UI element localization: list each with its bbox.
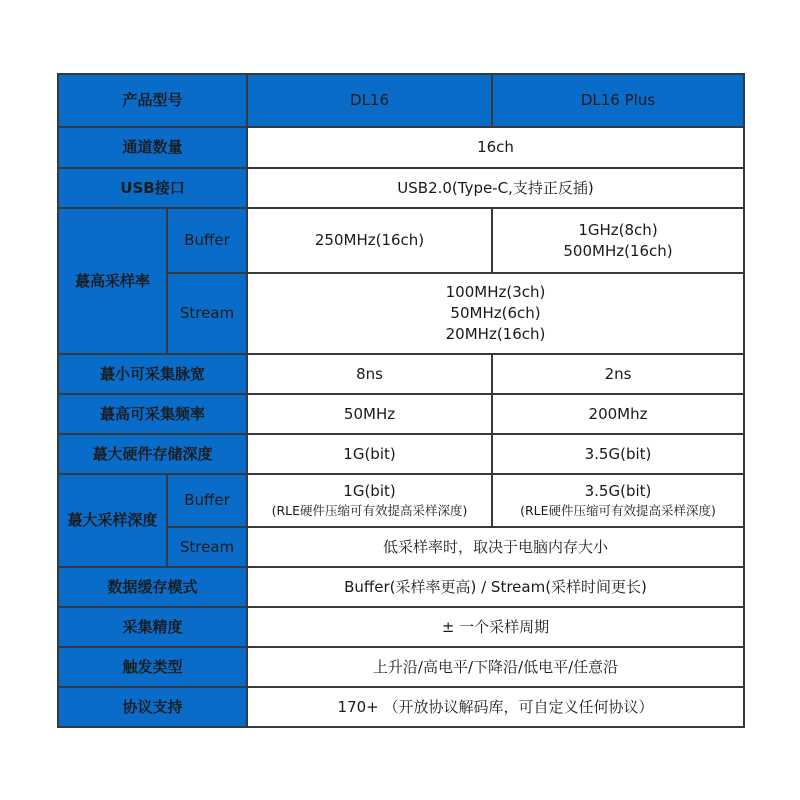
- table-row: [58, 647, 744, 687]
- sublabel-buffer: Buffer: [167, 474, 247, 527]
- cell-depth-stream: 低采样率时，取决于电脑内存大小: [247, 527, 744, 567]
- row-label-usb: USB接口: [58, 168, 247, 208]
- cell-accuracy: ± 一个采样周期: [247, 607, 744, 647]
- cell-depth-buffer-dl16: [247, 474, 492, 527]
- cell-hw-storage-dl16: 1G(bit): [247, 434, 492, 474]
- table-row: [58, 474, 744, 527]
- cell-line: 20MHz(16ch): [445, 325, 546, 343]
- cell-line: 3.5G(bit): [584, 482, 652, 500]
- sublabel-stream: Stream: [167, 273, 247, 354]
- row-label-max-freq: 蕞高可采集频率: [58, 394, 247, 434]
- cell-max-freq-dl16: 50MHz: [247, 394, 492, 434]
- cell-line: 50MHz(6ch): [450, 304, 541, 322]
- table-row: [58, 434, 744, 474]
- cell-line: 500MHz(16ch): [563, 241, 673, 260]
- cell-note: (RLE硬件压缩可有效提高采样深度): [520, 503, 716, 518]
- row-label-trigger: 触发类型: [58, 647, 247, 687]
- cell-sample-rate-buffer-dl16plus: [492, 208, 744, 273]
- cell-hw-storage-dl16plus: 3.5G(bit): [492, 434, 744, 474]
- header-row: [58, 74, 744, 127]
- cell-line: 100MHz(3ch): [445, 283, 546, 301]
- row-label-buffer-mode: 数据缓存模式: [58, 567, 247, 607]
- table-row: [58, 354, 744, 394]
- header-model-dl16plus: DL16 Plus: [492, 74, 744, 127]
- cell-sample-rate-buffer-dl16: 250MHz(16ch): [247, 208, 492, 273]
- table-row: [58, 127, 744, 168]
- cell-usb: USB2.0(Type-C,支持正反插): [247, 168, 744, 208]
- table-row: [58, 567, 744, 607]
- row-label-protocol: 协议支持: [58, 687, 247, 727]
- spec-comparison-table: [57, 73, 745, 728]
- table-row: [58, 687, 744, 727]
- sublabel-stream: Stream: [167, 527, 247, 567]
- cell-min-pulse-dl16plus: 2ns: [492, 354, 744, 394]
- cell-line: 1G(bit): [343, 482, 396, 500]
- cell-sample-rate-stream: [247, 273, 744, 354]
- row-label-min-pulse-width: 蕞小可采集脉宽: [58, 354, 247, 394]
- cell-note: (RLE硬件压缩可有效提高采样深度): [271, 503, 468, 518]
- row-label-accuracy: 采集精度: [58, 607, 247, 647]
- row-label-max-sample-rate: 蕞高采样率: [58, 208, 167, 354]
- cell-trigger: 上升沿/高电平/下降沿/低电平/任意沿: [247, 647, 744, 687]
- cell-buffer-mode: Buffer(采样率更高) / Stream(采样时间更长): [247, 567, 744, 607]
- cell-max-freq-dl16plus: 200Mhz: [492, 394, 744, 434]
- cell-min-pulse-dl16: 8ns: [247, 354, 492, 394]
- row-label-max-sample-depth: 蕞大采样深度: [58, 474, 167, 567]
- cell-protocol: 170+ （开放协议解码库，可自定义任何协议）: [247, 687, 744, 727]
- row-label-channels: 通道数量: [58, 127, 247, 168]
- cell-line: 1GHz(8ch): [578, 220, 658, 239]
- table-row: [58, 168, 744, 208]
- sublabel-buffer: Buffer: [167, 208, 247, 273]
- table-row: [58, 394, 744, 434]
- table-row: [58, 208, 744, 273]
- cell-depth-buffer-dl16plus: [492, 474, 744, 527]
- cell-channels: 16ch: [247, 127, 744, 168]
- header-product-model: 产品型号: [58, 74, 247, 127]
- table-row: [58, 607, 744, 647]
- row-label-max-hw-storage: 蕞大硬件存储深度: [58, 434, 247, 474]
- header-model-dl16: DL16: [247, 74, 492, 127]
